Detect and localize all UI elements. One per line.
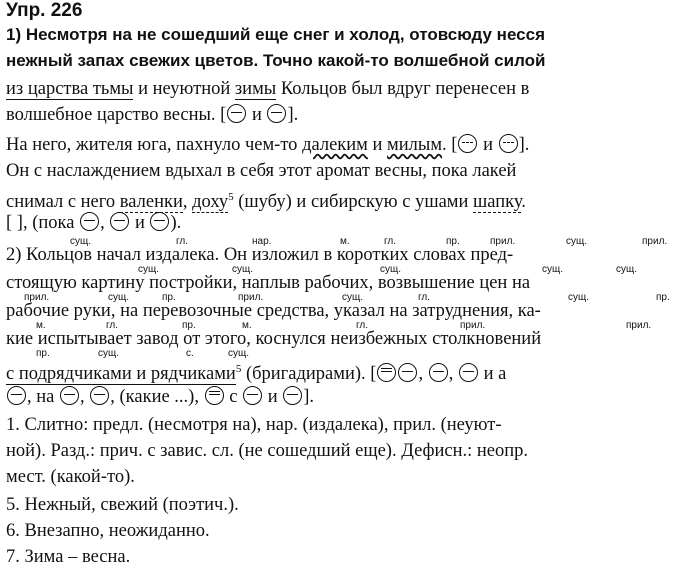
parse-label: прил.: [626, 320, 652, 331]
parse-label: прил.: [238, 292, 264, 303]
scheme-circle-icon: [60, 386, 79, 405]
para2-line4: [6, 212, 696, 234]
text-span: , на: [27, 387, 59, 407]
parse-label: сущ.: [232, 264, 254, 275]
parse-label: сущ.: [98, 348, 120, 359]
para3-line1: 2) Кольцов начал издалека. Он изложил в коротких словах пред-: [6, 245, 514, 265]
text-span: ,: [100, 213, 110, 233]
dashed-word: доху: [192, 192, 229, 213]
parse-label: пр.: [446, 236, 460, 247]
scheme-circle-icon: [398, 363, 417, 382]
para2-line2: Он с наслаждением вдыхал в себя этот аромат весны, пока лакей: [6, 161, 517, 181]
text-span: волшебное царство весны. [: [6, 105, 227, 125]
text-span: и: [478, 135, 498, 155]
parse-label: гл.: [106, 320, 119, 331]
para2-line1: [6, 134, 696, 156]
underlined-phrase: с подрядчиками и рядчиками: [6, 364, 236, 385]
parse-label: сущ.: [566, 236, 588, 247]
text-span: ).: [170, 213, 182, 233]
footnote-mark: 5: [228, 191, 234, 203]
text-span: (шубу) и сибирскую с ушами: [233, 192, 474, 213]
para2-line3: [6, 186, 696, 213]
scheme-circle-icon: [150, 212, 169, 231]
text-span: и: [367, 135, 388, 155]
scheme-circle-icon: [227, 104, 246, 123]
parse-label: пр.: [656, 292, 670, 303]
parse-label: сущ.: [380, 264, 402, 275]
para1-line2: нежный запах свежих цветов. Точно какой-то волшебной силой: [6, 51, 546, 70]
note-1-cont2: мест. (какой-то).: [6, 467, 135, 487]
text-span: ].: [518, 135, 530, 155]
text-span: и: [130, 213, 150, 233]
text-span: с: [224, 387, 243, 407]
note-1-cont: ной). Разд.: прич. с завис. сл. (не сошедший еще). Дефисн.: неопр.: [6, 441, 529, 461]
note-6: 6. Внезапно, неожиданно.: [6, 521, 210, 541]
para3-line4: кие испытывает завод от этого, коснулся неизбежных столкновений: [6, 329, 542, 349]
parse-label: гл.: [384, 236, 397, 247]
para3-line5: [6, 358, 696, 385]
dashed-word: валенки: [119, 192, 183, 213]
parse-label: пр.: [182, 320, 196, 331]
scheme-circle-icon: [80, 212, 99, 231]
parse-label: м.: [36, 320, 46, 331]
text-span: Кольцов был вдруг перенесен в: [276, 79, 530, 99]
para3-line2: стоящую картину постройки, наплыв рабочих, возвышение цен на: [6, 273, 531, 293]
para1-line4: [6, 104, 696, 126]
parse-label: сущ.: [616, 264, 638, 275]
underlined-phrase: из царства тьмы: [6, 79, 134, 99]
scheme-circle-icon: [377, 363, 396, 382]
text-span: ,: [182, 192, 193, 213]
text-span: . [: [442, 135, 458, 155]
text-span: , (какие ...),: [110, 387, 204, 407]
para1-line3: [6, 78, 696, 100]
scheme-circle-icon: [110, 212, 129, 231]
parse-label: с.: [186, 348, 194, 359]
text-span: и: [247, 105, 267, 125]
parse-label: сущ.: [228, 348, 250, 359]
text-span: ,: [448, 364, 458, 385]
text-span: и неуютной: [133, 79, 235, 99]
text-span: ,: [80, 387, 90, 407]
text-span: ].: [303, 387, 315, 407]
text-span: и а: [478, 364, 507, 385]
parse-label: прил.: [642, 236, 668, 247]
parse-label: гл.: [176, 236, 189, 247]
wavy-word: милым: [387, 135, 443, 155]
text-span: ,: [418, 364, 428, 385]
note-5: 5. Нежный, свежий (поэтич.).: [6, 495, 239, 515]
parse-label: прил.: [490, 236, 516, 247]
note-7: 7. Зима – весна.: [6, 547, 131, 567]
parse-label: сущ.: [108, 292, 130, 303]
parse-label: м.: [242, 320, 252, 331]
wavy-word: далеким: [302, 135, 368, 155]
text-span: .: [521, 192, 526, 213]
text-span: и: [263, 387, 283, 407]
scheme-circle-icon: [499, 134, 518, 153]
scheme-circle-icon: [458, 134, 477, 153]
text-span: снимал с него: [6, 192, 120, 213]
parse-label: сущ.: [568, 292, 590, 303]
para1-line1: 1) Несмотря на не сошедший еще снег и холод, отовсюду несся: [6, 25, 546, 44]
note-1: 1. Слитно: предл. (несмотря на), нар. (издалека), прил. (неуют-: [6, 415, 502, 435]
parse-label: сущ.: [70, 236, 92, 247]
scheme-circle-icon: [267, 104, 286, 123]
parse-label: нар.: [252, 236, 272, 247]
para3-line6: [6, 386, 696, 408]
para3-line3: рабочие руки, на перевозочные средства, указал на затруднения, ка-: [6, 301, 541, 321]
parse-label: прил.: [460, 320, 486, 331]
dashed-word: шапку: [473, 192, 522, 213]
scheme-circle-icon: [283, 386, 302, 405]
scheme-circle-icon: [7, 386, 26, 405]
text-span: На него, жителя юга, пахнуло чем-то: [6, 135, 303, 155]
scheme-circle-icon: [459, 363, 478, 382]
underlined-word: зимы: [234, 79, 277, 99]
parse-label: пр.: [36, 348, 50, 359]
parse-label: сущ.: [138, 264, 160, 275]
scheme-circle-icon: [205, 386, 224, 405]
parse-label: сущ.: [542, 264, 564, 275]
footnote-mark: 5: [235, 363, 242, 375]
parse-label: пр.: [162, 292, 176, 303]
text-span: [ ], (пока: [6, 213, 80, 233]
parse-label: прил.: [24, 292, 50, 303]
scheme-circle-icon: [243, 386, 262, 405]
parse-label: м.: [340, 236, 350, 247]
parse-label: сущ.: [342, 292, 364, 303]
exercise-title: Упр. 226: [6, 0, 83, 21]
text-span: ].: [287, 105, 299, 125]
scheme-circle-icon: [429, 363, 448, 382]
parse-label: гл.: [418, 292, 431, 303]
parse-label: гл.: [356, 320, 369, 331]
scheme-circle-icon: [90, 386, 109, 405]
text-span: (бригадирами). [: [241, 364, 377, 385]
